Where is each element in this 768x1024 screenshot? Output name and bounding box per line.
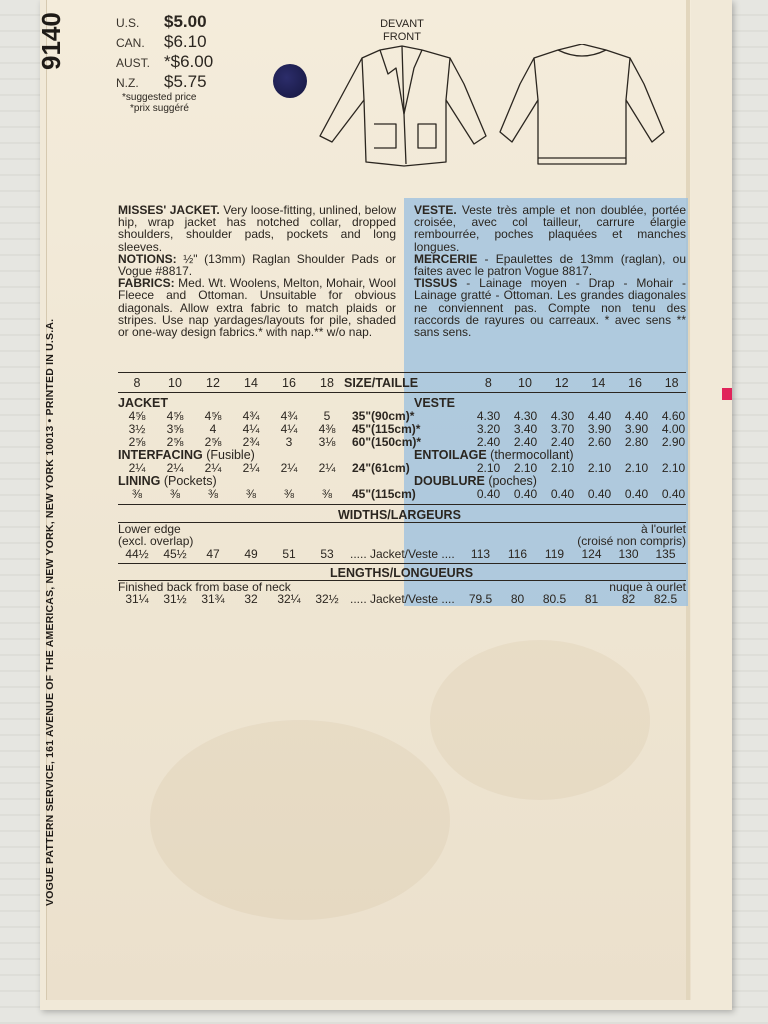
- widths-right-sublabel: (croisé non compris): [577, 534, 686, 548]
- metrage-cell: 2.10: [624, 461, 649, 475]
- view-label-fr: DEVANT: [380, 18, 424, 30]
- price-row: [116, 72, 213, 92]
- lengths-left-label: Finished back from base of neck: [118, 580, 291, 594]
- metrage-cell: 4.60: [661, 409, 686, 423]
- metrage-cell: 2.10: [587, 461, 612, 475]
- yardage-cell: 4: [209, 422, 217, 436]
- yardage-cell: 2¼: [204, 461, 222, 475]
- width-cell: 119: [544, 547, 565, 561]
- lengths-title: LENGTHS/LONGUEURS: [330, 566, 474, 580]
- yardage-cell: 4¼: [242, 422, 260, 436]
- lengths-top-rule: [118, 563, 686, 564]
- yardage-cell: ⅜: [207, 487, 218, 501]
- lengths-french-row: [462, 592, 684, 606]
- lining-label: [118, 474, 217, 488]
- price-amount: $6.10: [164, 32, 207, 51]
- metrage-cell: 4.00: [661, 422, 686, 436]
- price-note: [122, 92, 213, 114]
- metrage-cell: 0.40: [661, 487, 686, 501]
- yardage-cell: 2⅝: [204, 435, 222, 449]
- width-cell: 124: [581, 547, 602, 561]
- veste-text: Veste très ample et non doublée, portée croisée, avec col tailleur, carrure élargie rembourrée, poches plaquées et manches longues.: [414, 203, 686, 254]
- veste-metrage-row: [470, 422, 692, 436]
- price-note-fr: *prix suggéré: [130, 103, 189, 114]
- metrage-cell: 0.40: [587, 487, 612, 501]
- yardage-cell: 2¼: [128, 461, 146, 475]
- interfacing-subtitle: (Fusible): [202, 448, 255, 462]
- size-cell: 14: [591, 376, 606, 390]
- veste-metrage-row: [470, 435, 692, 449]
- metrage-cell: 2.40: [550, 435, 575, 449]
- yardage-cell: 4⅝: [128, 409, 146, 423]
- metrage-cell: 4.40: [587, 409, 612, 423]
- metrage-cell: 3.70: [550, 422, 575, 436]
- price-country: U.S.: [116, 16, 140, 30]
- price-row: [116, 12, 213, 32]
- metrage-cell: 2.60: [587, 435, 612, 449]
- yardage-cell: ⅜: [169, 487, 180, 501]
- metrage-cell: 2.90: [661, 435, 686, 449]
- yardage-cell: 3½: [128, 422, 146, 436]
- misses-jacket-text: Very loose-fitting, unlined, below hip, wrap jacket has notched collar, dropped shoulders, shoulder pads, pockets and long sleeves.: [118, 203, 396, 254]
- lining-title: LINING: [118, 474, 161, 488]
- entoilage-title: ENTOILAGE: [414, 448, 487, 462]
- table-header-rule: [118, 392, 686, 393]
- length-cell: 80.5: [542, 592, 567, 606]
- length-cell: 32½: [315, 592, 339, 606]
- widths-top-rule: [118, 504, 686, 505]
- yardage-cell: 4⅝: [166, 409, 184, 423]
- yardage-cell: 2¼: [280, 461, 298, 475]
- lining-row: [118, 487, 424, 501]
- width-cell: 47: [206, 547, 220, 561]
- entoilage-label: [414, 448, 574, 462]
- paper-stain: [430, 640, 650, 800]
- width-cell: 113: [470, 547, 491, 561]
- width-cell: 130: [618, 547, 639, 561]
- yardage-cell: 4¼: [280, 422, 298, 436]
- price-note-en: *suggested price: [122, 92, 197, 103]
- interfacing-row: [118, 461, 424, 475]
- fabrics-text: Med. Wt. Woolens, Melton, Mohair, Wool Fleece and Ottoman. Unsuitable for obvious diagonals. Allow extra fabric to match plaids or stripes. Use nap yardages/layouts for pile, shaded or one-way design fabrics.* with nap.** w/o nap.: [118, 276, 396, 340]
- metrage-cell: 3.20: [476, 422, 501, 436]
- yardage-cell: 4⅜: [318, 422, 336, 436]
- metrage-cell: 2.10: [513, 461, 538, 475]
- size-cell: 8: [484, 376, 492, 390]
- pattern-number: 9140: [36, 12, 66, 70]
- widths-left-label: Lower edge: [118, 522, 181, 536]
- mercerie-text: - Epaulettes de 13mm (raglan), ou faites avec le patron Vogue 8817.: [414, 251, 686, 279]
- metrage-cell: 0.40: [513, 487, 538, 501]
- jacket-yardage-row: [118, 422, 424, 436]
- yardage-cell: 2¾: [242, 435, 260, 449]
- length-cell: 79.5: [468, 592, 493, 606]
- length-cell: 80: [510, 592, 525, 606]
- publisher-address: VOGUE PATTERN SERVICE, 161 AVENUE OF THE AMERICAS, NEW YORK, NEW YORK 10013 • PRINTED IN U.S.A.: [44, 318, 56, 906]
- size-cell: 12: [206, 376, 220, 390]
- fabric-width: 45"(115cm)*: [352, 422, 421, 436]
- description-english: [118, 204, 396, 338]
- price-block: [116, 12, 213, 114]
- widths-left-sublabel: (excl. overlap): [118, 534, 194, 548]
- width-cell: 135: [655, 547, 676, 561]
- width-cell: 49: [244, 547, 258, 561]
- yardage-cell: 3: [285, 435, 293, 449]
- misses-jacket-title: MISSES' JACKET.: [118, 203, 220, 217]
- interfacing-title: INTERFACING: [118, 448, 203, 462]
- yardage-cell: 2¼: [166, 461, 184, 475]
- jacket-front-sketch: [318, 44, 488, 172]
- veste-title: VESTE.: [414, 203, 457, 217]
- metrage-cell: 2.80: [624, 435, 649, 449]
- description-french: [414, 204, 686, 338]
- length-cell: 31½: [163, 592, 187, 606]
- size-cell: 10: [168, 376, 182, 390]
- metrage-cell: 3.90: [587, 422, 612, 436]
- metrage-cell: 2.10: [476, 461, 501, 475]
- price-row: [116, 52, 213, 72]
- fabric-width: 60"(150cm)*: [352, 435, 422, 449]
- sizes-french: [470, 376, 690, 390]
- length-cell: 31¾: [201, 592, 225, 606]
- price-country: AUST.: [116, 56, 151, 70]
- doublure-row: [470, 487, 692, 501]
- length-cell: 32: [244, 592, 258, 606]
- widths-title: WIDTHS/LARGEURS: [338, 508, 461, 522]
- metrage-cell: 3.90: [624, 422, 649, 436]
- fabric-width: 45"(115cm): [352, 487, 416, 501]
- interfacing-label: [118, 448, 255, 462]
- width-cell: 116: [507, 547, 528, 561]
- widths-right-label: à l'ourlet: [641, 522, 686, 536]
- lengths-right-label: nuque à ourlet: [609, 580, 686, 594]
- price-amount: $5.75: [164, 72, 207, 91]
- size-cell: 16: [282, 376, 296, 390]
- yardage-cell: ⅜: [283, 487, 294, 501]
- metrage-cell: 2.40: [476, 435, 501, 449]
- widths-bottom-rule: [118, 522, 686, 523]
- metrage-cell: 4.30: [550, 409, 575, 423]
- mercerie-title: MERCERIE: [414, 251, 478, 266]
- size-header: SIZE/TAILLE: [344, 376, 419, 390]
- lining-subtitle: (Pockets): [160, 474, 217, 488]
- metrage-cell: 3.40: [513, 422, 538, 436]
- doublure-label: [414, 474, 537, 488]
- jacket-back-sketch: [498, 44, 668, 170]
- jacket-label: JACKET: [118, 396, 169, 410]
- width-cell: 45½: [163, 547, 187, 561]
- width-cell: 44½: [125, 547, 149, 561]
- size-cell: 14: [244, 376, 258, 390]
- metrage-cell: 0.40: [624, 487, 649, 501]
- tissus-text: - Lainage moyen - Drap - Mohair - Lainage gratté - Ottoman. Les grandes diagonales ne conviennent pas. Compte non tenu des raccords de rayures ou carreaux. * avec sens ** sans sens.: [414, 276, 686, 340]
- metrage-cell: 2.10: [550, 461, 575, 475]
- view-label: [378, 18, 426, 44]
- length-cell: 31¼: [125, 592, 149, 606]
- metrage-cell: 2.10: [661, 461, 686, 475]
- length-cell: 81: [584, 592, 599, 606]
- yardage-cell: 4¾: [280, 409, 298, 423]
- metrage-cell: 4.30: [513, 409, 538, 423]
- veste-metrage-row: [470, 409, 692, 423]
- metrage-cell: 4.30: [476, 409, 501, 423]
- veste-label: VESTE: [414, 396, 455, 410]
- notions-title: NOTIONS:: [118, 251, 177, 266]
- fabric-width: 35"(90cm)*: [352, 409, 415, 423]
- width-cell: 51: [282, 547, 296, 561]
- entoilage-subtitle: (thermocollant): [486, 448, 574, 462]
- price-country: CAN.: [116, 36, 145, 50]
- size-cell: 12: [554, 376, 569, 390]
- table-top-rule: [118, 372, 686, 373]
- entoilage-row: [470, 461, 692, 475]
- length-cell: 82: [621, 592, 636, 606]
- lengths-english-row: [118, 592, 455, 606]
- size-cell: 8: [133, 376, 141, 390]
- price-amount: *$6.00: [164, 52, 214, 71]
- price-row: [116, 32, 213, 52]
- yardage-cell: 4¾: [242, 409, 260, 423]
- yardage-cell: 2¼: [318, 461, 336, 475]
- yardage-cell: ⅜: [321, 487, 332, 501]
- yardage-cell: 4⅝: [204, 409, 222, 423]
- size-cell: 18: [664, 376, 679, 390]
- metrage-cell: 0.40: [550, 487, 575, 501]
- lengths-jacket-label: ..... Jacket/Veste ....: [350, 592, 455, 606]
- length-cell: 32¼: [277, 592, 301, 606]
- yardage-cell: 2⅝: [166, 435, 184, 449]
- yardage-cell: 2⅝: [128, 435, 146, 449]
- widths-french-row: [462, 547, 684, 561]
- yardage-cell: ⅜: [131, 487, 142, 501]
- view-label-en: FRONT: [383, 31, 421, 43]
- doublure-subtitle: (poches): [484, 474, 537, 488]
- fabric-width: 24"(61cm): [352, 461, 410, 475]
- sticker-dot: [273, 64, 307, 98]
- size-cell: 18: [320, 376, 334, 390]
- metrage-cell: 4.40: [624, 409, 649, 423]
- doublure-title: DOUBLURE: [414, 474, 485, 488]
- size-cell: 10: [518, 376, 532, 390]
- metrage-cell: 2.40: [513, 435, 538, 449]
- price-amount: $5.00: [164, 12, 207, 31]
- size-cell: 16: [628, 376, 642, 390]
- yardage-cell: 3⅛: [318, 435, 336, 449]
- red-tab-marker: [722, 388, 732, 400]
- tissus-title: TISSUS: [414, 276, 458, 291]
- yardage-cell: 5: [323, 409, 331, 423]
- jacket-yardage-row: [118, 435, 424, 449]
- yardage-cell: ⅜: [245, 487, 256, 501]
- yardage-cell: 3⅝: [166, 422, 184, 436]
- widths-jacket-label: ..... Jacket/Veste ....: [350, 547, 455, 561]
- yardage-cell: 2¼: [242, 461, 260, 475]
- paper-stain: [150, 720, 450, 920]
- metrage-cell: 0.40: [476, 487, 501, 501]
- widths-english-row: [118, 547, 455, 561]
- jacket-yardage-row: [118, 409, 424, 423]
- width-cell: 53: [320, 547, 334, 561]
- fabrics-title: FABRICS:: [118, 276, 175, 291]
- length-cell: 82.5: [653, 592, 678, 606]
- sizes-english: [118, 376, 346, 390]
- price-country: N.Z.: [116, 76, 139, 90]
- notions-text: ½" (13mm) Raglan Shoulder Pads or Vogue #8817.: [118, 251, 396, 279]
